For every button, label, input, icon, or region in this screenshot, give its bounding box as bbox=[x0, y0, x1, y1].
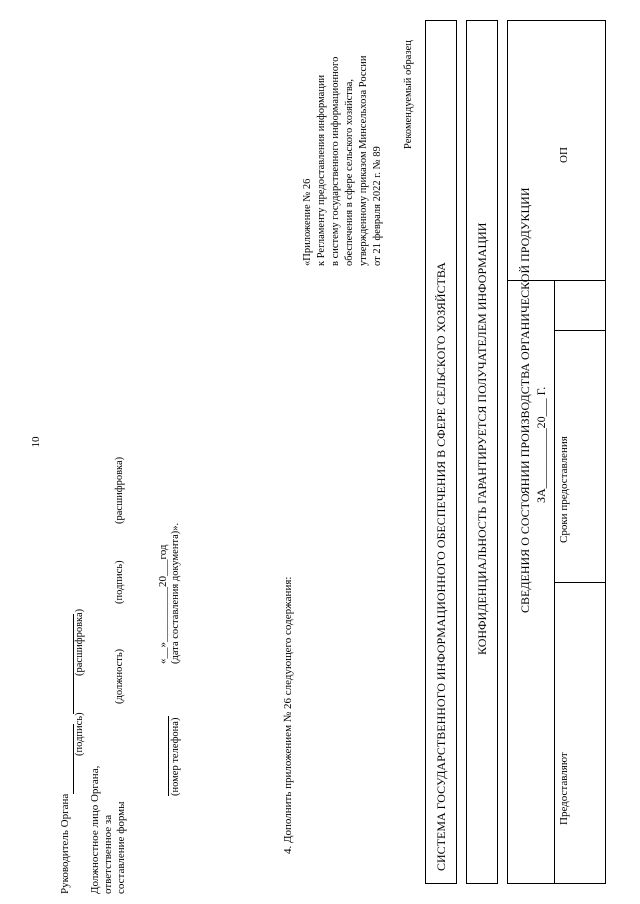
phone-line bbox=[168, 716, 169, 796]
recommended-label: Рекомендуемый образец bbox=[403, 40, 414, 149]
rasshifrovka-label: (расшифровка) bbox=[74, 608, 85, 676]
header-title: СВЕДЕНИЯ О СОСТОЯНИИ ПРОИЗВОДСТВА ОРГАНИЧЕСКОЙ ПРОДУКЦИИ bbox=[518, 187, 532, 613]
appendix-line: утвержденному приказом Минсельхоза России bbox=[358, 55, 369, 266]
header-confidential: КОНФИДЕНЦИАЛЬНОСТЬ ГАРАНТИРУЕТСЯ ПОЛУЧАТЕЛЕМ ИНФОРМАЦИИ bbox=[475, 222, 489, 655]
official-line: ответственное за bbox=[102, 814, 114, 894]
col-provide: Предоставляют bbox=[558, 752, 570, 825]
header-system: СИСТЕМА ГОСУДАРСТВЕННОГО ИНФОРМАЦИОННОГО ОБЕСПЕЧЕНИЯ В СФЕРЕ СЕЛЬСКОГО ХОЗЯЙСТВА bbox=[434, 262, 448, 871]
head-label: Руководитель Органа bbox=[59, 793, 71, 894]
header-system-band bbox=[425, 20, 457, 884]
official-line: составление формы bbox=[115, 801, 127, 894]
col-op: ОП bbox=[558, 147, 570, 163]
appendix-line: в систему государственного информационного bbox=[330, 56, 341, 266]
item-4: 4. Дополнить приложением № 26 следующего содержания: bbox=[282, 576, 294, 854]
form-table bbox=[507, 20, 606, 884]
header-period: ЗА__________20___ Г. bbox=[534, 386, 548, 503]
podpis-label-2: (подпись) bbox=[114, 560, 125, 604]
col-deadlines: Сроки предоставления bbox=[558, 436, 570, 543]
official-line: Должностное лицо Органа, bbox=[89, 765, 101, 894]
table-rule bbox=[554, 330, 606, 331]
appendix-line: обеспечения в сфере сельского хозяйства, bbox=[344, 79, 355, 266]
phone-label: (номер телефона) bbox=[170, 717, 181, 796]
header-confidential-band bbox=[466, 20, 498, 884]
date-line: «__»__________20___год bbox=[157, 544, 169, 664]
page-number: 10 bbox=[30, 436, 42, 448]
table-rule bbox=[508, 280, 606, 281]
dolzhnost-label: (должность) bbox=[114, 648, 125, 704]
appendix-line: «Приложение № 26 bbox=[302, 178, 313, 266]
podpis-label: (подпись) bbox=[74, 712, 85, 756]
rasshifrovka-label-2: (расшифровка) bbox=[114, 456, 125, 524]
appendix-line: от 21 февраля 2022 г. № 89 bbox=[372, 146, 383, 266]
table-rule bbox=[554, 582, 606, 583]
date-label: (дата составления документа)». bbox=[170, 522, 181, 664]
appendix-line: к Регламенту предоставления информации bbox=[316, 74, 327, 266]
